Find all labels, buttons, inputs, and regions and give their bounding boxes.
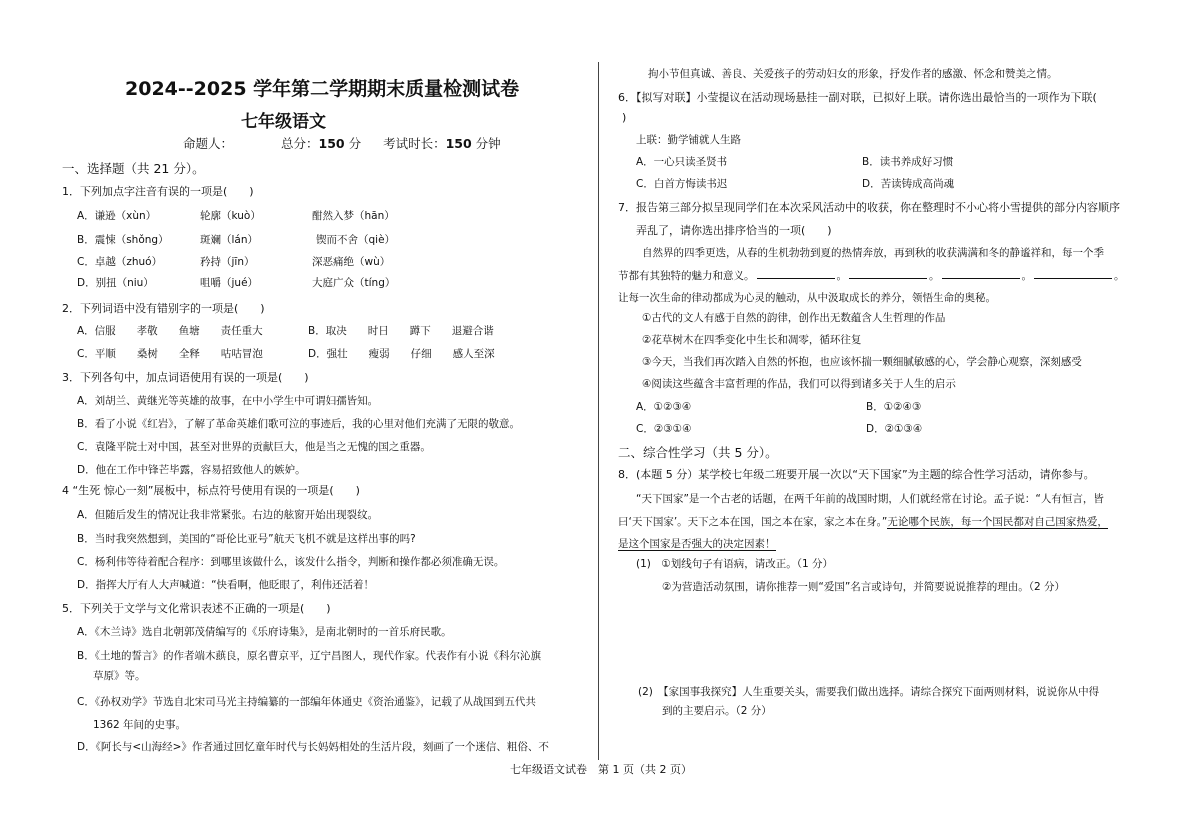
q8-passage-text: 曰‘天下国家’。天下之本在国，国之本在家，家之本在身。” xyxy=(618,516,888,528)
q1-d1: D．别扭（niu） xyxy=(77,277,154,289)
q4-option-a: A．但随后发生的情况让我非常紧张。右边的舷窗开始出现裂纹。 xyxy=(77,509,379,521)
q3-option-d: D．他在工作中锋芒毕露，容易招致他人的嫉妒。 xyxy=(77,464,306,476)
q7-passage-line1: 自然界的四季更迭，从春的生机勃勃到夏的热情奔放，再到秋的收获满满和冬的静谧祥和，每一个季 xyxy=(642,247,1104,259)
q5-option-b-line1: B．《土地的誓言》的作者端木蕻良，原名曹京平，辽宁昌图人，现代作家。代表作有小说《科尔沁旗 xyxy=(77,650,541,662)
q2-option-d: D．强壮 瘦弱 仔细 感人至深 xyxy=(308,348,495,360)
q2-option-b: B．取决 时日 蹲下 退避合谐 xyxy=(308,325,494,337)
q5-option-d-line2: 拘小节但真诚、善良、关爱孩子的劳动妇女的形象，抒发作者的感激、怀念和赞美之情。 xyxy=(648,68,1058,80)
q2-option-c: C．平顺 桑树 全释 咕咕冒泡 xyxy=(77,348,263,360)
q7-passage-line3: 让每一次生命的律动都成为心灵的触动，从中汲取成长的养分，领悟生命的奥秘。 xyxy=(618,292,996,304)
q1-stem: 1．下列加点字注音有误的一项是( ) xyxy=(62,185,254,198)
q8-stem: 8．(本题 5 分）某学校七年级二班要开展一次以“天下国家”为主题的综合性学习活动，请你参与。 xyxy=(618,468,1095,481)
q1-d2: 咀嚼（jué） xyxy=(200,277,259,289)
q1-a1: A．谦逊（xùn） xyxy=(77,210,157,222)
q3-stem: 3．下列各句中，加点词语使用有误的一项是( ) xyxy=(62,371,309,384)
q1-b2: 斑斓（lán） xyxy=(200,234,259,246)
blank-1 xyxy=(757,268,835,279)
page-footer: 七年级语文试卷 第 1 页（共 2 页） xyxy=(510,763,692,776)
author-label: 命题人： xyxy=(183,136,234,151)
q6-option-c: C．白首方悔读书迟 xyxy=(636,178,728,190)
q6-option-b: B．读书养成好习惯 xyxy=(862,156,954,168)
q7-option-b: B．①②④③ xyxy=(866,401,922,413)
exam-meta xyxy=(183,134,501,152)
q6-given-couplet: 上联：勤学铺就人生路 xyxy=(636,134,741,146)
q7-item-4: ④阅读这些蕴含丰富哲理的作品，我们可以得到诸多关于人生的启示 xyxy=(642,378,956,390)
score-unit: 分 xyxy=(348,136,362,151)
q7-option-d: D．②①③④ xyxy=(866,423,923,435)
q8-passage-line1: “天下国家”是一个古老的话题，在两千年前的战国时期，人们就经常在讨论。孟子说：“人有恒言，皆 xyxy=(636,493,1104,505)
q7-item-1: ①古代的文人有感于自然的韵律，创作出无数蕴含人生哲理的作品 xyxy=(642,312,946,324)
score-label: 总分： xyxy=(280,136,319,151)
q7-item-2: ②花草树木在四季变化中生长和凋零，循环往复 xyxy=(642,334,862,346)
q6-stem-end: ) xyxy=(622,111,627,124)
q1-b1: B．震悚（shǒng） xyxy=(77,234,169,246)
q8-sub1-a: (1) ①划线句子有语病，请改正。（1 分） xyxy=(636,558,834,570)
q6-stem: 6．【拟写对联】小莹提议在活动现场悬挂一副对联，已拟好上联。请你选出最恰当的一项作为下联( xyxy=(618,91,1097,104)
q1-c1: C．卓越（zhuó） xyxy=(77,256,163,268)
q5-option-b-line2: 草原》等。 xyxy=(93,670,146,682)
q4-option-c: C．杨利伟等待着配合程序：到哪里该做什么，该发什么指令，判断和操作都必须准确无误。 xyxy=(77,556,505,568)
q3-option-c: C．袁隆平院士对中国，甚至对世界的贡献巨大，他是当之无愧的国之重器。 xyxy=(77,441,431,453)
q8-underlined-sentence-part1: 无论哪个民族，每一个国民都对自己国家热爱， xyxy=(887,516,1108,528)
q1-b3: 锲而不舍（qiè） xyxy=(316,234,396,246)
q6-option-a: A．一心只读圣贤书 xyxy=(636,156,728,168)
blank-2 xyxy=(849,268,927,279)
blank-4 xyxy=(1034,268,1112,279)
score-value: 150 xyxy=(318,136,345,151)
q2-option-a: A．信服 孝敬 鱼塘 责任重大 xyxy=(77,325,263,337)
q5-stem: 5．下列关于文学与文化常识表述不正确的一项是( ) xyxy=(62,602,331,615)
q1-a3: 酣然入梦（hān） xyxy=(312,210,395,222)
q7-passage-line2: 节都有其独特的魅力和意义。 。 。 。 。 xyxy=(618,270,1125,282)
q1-c2: 矜持（jīn） xyxy=(200,256,255,268)
time-value: 150 xyxy=(445,136,472,151)
q1-a2: 轮廓（kuò） xyxy=(200,210,261,222)
exam-subtitle: 七年级语文 xyxy=(241,112,326,132)
q8-underlined-sentence-part2: 是这个国家是否强大的决定因素！ xyxy=(618,538,776,550)
q6-option-d: D．苦读铸成高尚魂 xyxy=(862,178,955,190)
exam-title: 2024--2025 学年第二学期期末质量检测试卷 xyxy=(125,78,520,100)
q7-option-a: A．①②③④ xyxy=(636,401,692,413)
q8-passage-line3 xyxy=(618,536,776,551)
q8-sub2-line1: (2) 【家国事我探究】人生重要关头，需要我们做出选择。请综合探究下面两则材料，说说你从中得 xyxy=(638,686,1100,698)
q5-option-c-line1: C．《孙权劝学》节选自北宋司马光主持编纂的一部编年体通史《资治通鉴》，记载了从战国到五代共 xyxy=(77,696,536,708)
q1-c3: 深恶痛绝（wù） xyxy=(312,256,391,268)
q3-option-b: B．看了小说《红岩》，了解了革命英雄们歌可泣的事迹后，我的心里对他们充满了无限的敬意。 xyxy=(77,418,520,430)
blank-3 xyxy=(942,268,1020,279)
q4-stem: 4 “生死 惊心一刻”展板中，标点符号使用有误的一项是( ) xyxy=(62,484,360,497)
q4-option-d: D．指挥大厅有人大声喊道：“快看啊，他眨眼了，利伟还活着！ xyxy=(77,579,375,591)
q8-passage-line2 xyxy=(618,514,1108,529)
q7-stem-line1: 7．报告第三部分拟呈现同学们在本次采风活动中的收获，你在整理时不小心将小雪提供的部分内容顺序 xyxy=(618,201,1120,214)
time-unit: 分钟 xyxy=(475,136,501,151)
section-1-title: 一、选择题（共 21 分）。 xyxy=(62,161,205,176)
q2-stem: 2．下列词语中没有错别字的一项是( ) xyxy=(62,302,265,315)
q7-passage-text: 节都有其独特的魅力和意义。 xyxy=(618,270,755,282)
q5-option-d-line1: D．《阿长与<山海经>》作者通过回忆童年时代与长妈妈相处的生活片段，刻画了一个迷信、粗俗、不 xyxy=(77,741,549,753)
q1-d3: 大庭广众（tíng） xyxy=(312,277,396,289)
q5-option-c-line2: 1362 年间的史事。 xyxy=(93,719,187,731)
column-divider xyxy=(598,62,599,760)
time-label: 考试时长： xyxy=(383,136,446,151)
q7-option-c: C．②③①④ xyxy=(636,423,692,435)
q8-sub2-line2: 到的主要启示。（2 分） xyxy=(662,705,772,717)
q5-option-a: A．《木兰诗》选自北朝郭茂倩编写的《乐府诗集》，是南北朝时的一首乐府民歌。 xyxy=(77,626,452,638)
q4-option-b: B．当时我突然想到，美国的“哥伦比亚号”航天飞机不就是这样出事的吗? xyxy=(77,533,416,545)
q7-item-3: ③今天，当我们再次踏入自然的怀抱，也应该怀揣一颗细腻敏感的心，学会静心观察，深刻感受 xyxy=(642,356,1082,368)
q7-stem-line2: 弄乱了，请你选出排序恰当的一项( ) xyxy=(636,224,832,237)
section-2-title: 二、综合性学习（共 5 分）。 xyxy=(618,445,778,460)
q3-option-a: A．刘胡兰、黄继光等英雄的故事，在中小学生中可谓妇孺皆知。 xyxy=(77,395,379,407)
q8-sub1-b: ②为营造活动氛围，请你推荐一则“爱国”名言或诗句，并简要说说推荐的理由。（2 分） xyxy=(662,581,1066,593)
